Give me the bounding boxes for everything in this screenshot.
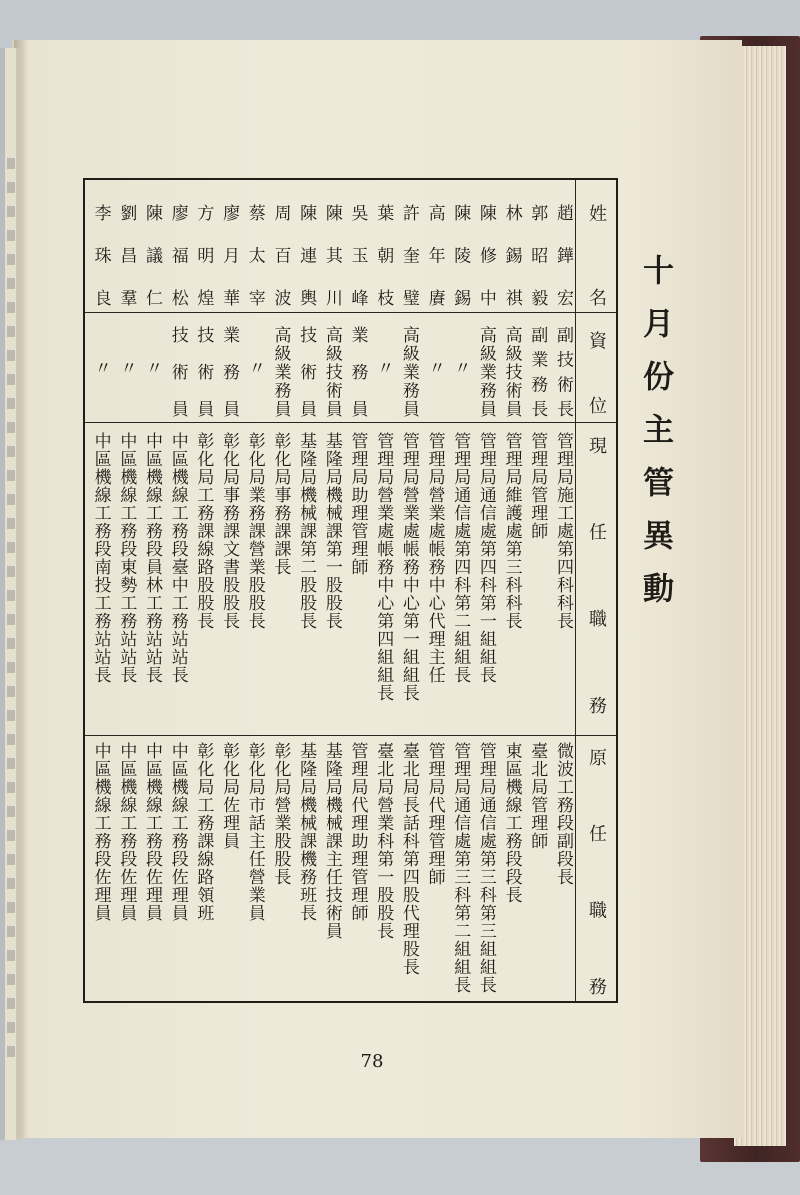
previous-page-text-marks: [7, 158, 15, 1058]
rank-cell: 業務員: [347, 326, 368, 417]
name-cell: 陳陵錫: [450, 204, 471, 306]
table-row: [524, 180, 550, 1001]
current-post-cell: 管理局營業處帳務中心第四組組長: [373, 432, 394, 702]
header-current-post: 現任職務: [586, 436, 607, 714]
current-post-cell: 中區機線工務段臺中工務站站長: [167, 432, 188, 684]
name-cell: 廖月華: [219, 204, 240, 306]
current-post-cell: 中區機線工務段員林工務站站長: [142, 432, 163, 684]
current-post-cell: 彰化局事務課文書股股長: [219, 432, 240, 630]
table-row: [447, 180, 473, 1001]
rank-cell: 高級業務員: [398, 326, 419, 417]
previous-post-cell: 基隆局機械課機務班長: [296, 742, 317, 922]
previous-post-cell: 中區機線工務段佐理員: [90, 742, 111, 922]
current-post-cell: 管理局管理師: [527, 432, 548, 540]
previous-post-cell: 臺北局管理師: [527, 742, 548, 850]
previous-post-cell: 中區機線工務段佐理員: [167, 742, 188, 922]
rank-cell: 技術員: [193, 326, 214, 417]
rank-cell: 〃: [424, 358, 445, 376]
previous-post-cell: 管理局通信處第三科第三組組長: [475, 742, 496, 994]
previous-post-cell: 管理局代理管理師: [424, 742, 445, 886]
current-post-cell: 管理局施工處第四科科長: [552, 432, 573, 630]
table-row: [190, 180, 216, 1001]
name-cell: 陳議仁: [142, 204, 163, 306]
rank-cell: 副技術長: [552, 326, 573, 417]
previous-post-cell: 管理局代理助理管理師: [347, 742, 368, 922]
previous-post-cell: 彰化局工務課線路領班: [193, 742, 214, 922]
name-cell: 趙鏵宏: [552, 204, 573, 306]
name-cell: 郭昭毅: [527, 204, 548, 306]
table-row: [138, 180, 164, 1001]
current-post-cell: 中區機線工務段東勢工務站站長: [116, 432, 137, 684]
header-column: [576, 180, 616, 1001]
header-rank: 資位: [586, 331, 607, 414]
previous-post-cell: 微波工務段副段長: [552, 742, 573, 886]
header-previous-post: 原任職務: [586, 748, 607, 995]
rank-cell: 高級業務員: [475, 326, 496, 417]
previous-post-cell: 中區機線工務段佐理員: [142, 742, 163, 922]
name-cell: 蔡太宰: [244, 204, 265, 306]
previous-post-cell: 彰化局佐理員: [219, 742, 240, 850]
rank-cell: 〃: [142, 358, 163, 376]
name-cell: 吳玉峰: [347, 204, 368, 306]
page-title: 十月份主管異動: [637, 254, 673, 625]
name-cell: 周百波: [270, 204, 291, 306]
previous-post-cell: 東區機線工務段段長: [501, 742, 522, 904]
table-row: [113, 180, 139, 1001]
current-post-cell: 管理局營業處帳務中心第一組組長: [398, 432, 419, 702]
name-cell: 葉朝枝: [373, 204, 394, 306]
page-number: 78: [360, 1051, 384, 1072]
current-post-cell: 彰化局事務課課長: [270, 432, 291, 576]
table-row: [215, 180, 241, 1001]
current-post-cell: 基隆局機械課第一股股長: [321, 432, 342, 630]
name-cell: 李珠良: [90, 204, 111, 306]
rank-cell: 〃: [90, 358, 111, 376]
rank-cell: 技術員: [167, 326, 188, 417]
previous-post-cell: 彰化局營業股股長: [270, 742, 291, 886]
rank-cell: 技術員: [296, 326, 317, 417]
rank-cell: 業務員: [219, 326, 240, 417]
name-cell: 許奎璧: [398, 204, 419, 306]
table-row: [472, 180, 498, 1001]
table-row: [344, 180, 370, 1001]
name-cell: 陳其川: [321, 204, 342, 306]
table-row: [292, 180, 318, 1001]
name-cell: 陳修中: [475, 204, 496, 306]
rank-cell: 〃: [373, 358, 394, 376]
rank-cell: 〃: [244, 358, 265, 376]
table-row: [318, 180, 344, 1001]
previous-page-edge: [0, 48, 20, 1140]
table-row: [241, 180, 267, 1001]
current-post-cell: 管理局助理管理師: [347, 432, 368, 576]
header-name: 姓名: [586, 204, 607, 306]
name-cell: 方明煌: [193, 204, 214, 306]
previous-post-cell: 臺北局長話科第四股代理股長: [398, 742, 419, 976]
previous-post-cell: 基隆局機械課主任技術員: [321, 742, 342, 940]
rank-cell: 高級技術員: [501, 326, 522, 417]
name-cell: 高年賡: [424, 204, 445, 306]
previous-post-cell: 臺北局營業科第一股股長: [373, 742, 394, 940]
table-row: [421, 180, 447, 1001]
rank-cell: 高級技術員: [321, 326, 342, 417]
table-row: [395, 180, 421, 1001]
table-row: [498, 180, 524, 1001]
rank-cell: 〃: [116, 358, 137, 376]
current-post-cell: 管理局營業處帳務中心代理主任: [424, 432, 445, 684]
previous-post-cell: 管理局通信處第三科第二組組長: [450, 742, 471, 994]
previous-post-cell: 中區機線工務段佐理員: [116, 742, 137, 922]
name-cell: 廖福松: [167, 204, 188, 306]
rank-cell: 高級業務員: [270, 326, 291, 417]
previous-post-cell: 彰化局市話主任營業員: [244, 742, 265, 922]
current-post-cell: 基隆局機械課第二股股長: [296, 432, 317, 630]
current-post-cell: 管理局維護處第三科科長: [501, 432, 522, 630]
current-post-cell: 中區機線工務段南投工務站站長: [90, 432, 111, 684]
table-row: [370, 180, 396, 1001]
current-post-cell: 彰化局業務課營業股股長: [244, 432, 265, 630]
rank-cell: 副業務長: [527, 326, 548, 417]
current-post-cell: 管理局通信處第四科第二組組長: [450, 432, 471, 684]
table-row: [549, 180, 575, 1001]
current-post-cell: 彰化局工務課線路股股長: [193, 432, 214, 630]
personnel-change-table: [83, 178, 618, 1003]
name-cell: 林錫祺: [501, 204, 522, 306]
name-cell: 劉昌羣: [116, 204, 137, 306]
table-row: [164, 180, 190, 1001]
table-row: [267, 180, 293, 1001]
table-row: [87, 180, 113, 1001]
rank-cell: 〃: [450, 358, 471, 376]
name-cell: 陳連輿: [296, 204, 317, 306]
current-post-cell: 管理局通信處第四科第一組組長: [475, 432, 496, 684]
